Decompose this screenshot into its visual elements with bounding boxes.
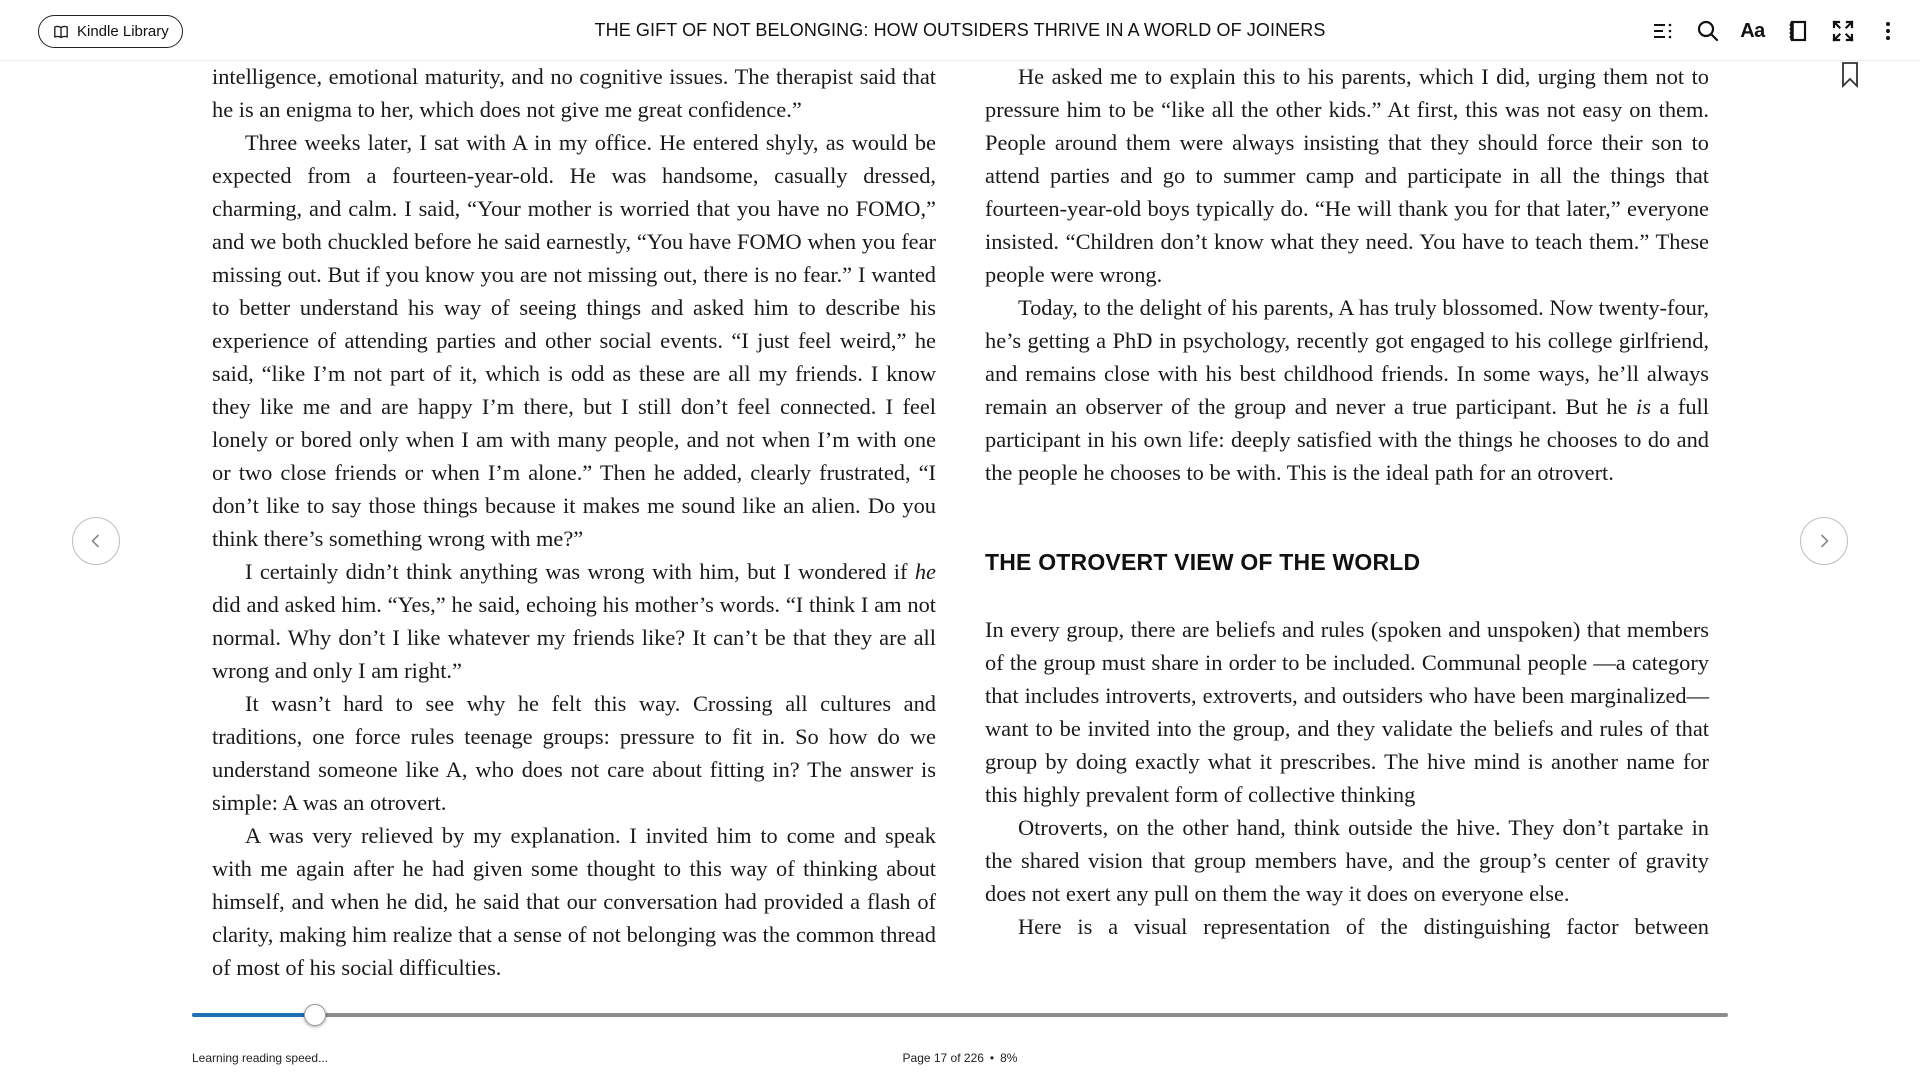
paragraph: intelligence, emotional maturity, and no cognitive issues. The therapist said that he is an enigma to her, which does not give me great confidence.” [212,64,936,122]
book-title: THE GIFT OF NOT BELONGING: HOW OUTSIDERS THRIVE IN A WORLD OF JOINERS [594,20,1326,40]
separator-dot: • [989,1051,995,1065]
percent-read: 8% [1000,1051,1018,1065]
search-button[interactable] [1685,14,1730,48]
table-of-contents-button[interactable] [1640,14,1685,48]
slider-thumb[interactable] [304,1004,326,1026]
paragraph-text: a full participant in his own life: deeply satisfied with the things he chooses to do and the people he chooses to be with. This is the ideal path for an otrovert. [985,394,1709,485]
paragraph: Here is a visual representation of the distinguishing factor between [1018,914,1709,939]
paragraph-text: Today, to the delight of his parents, A has truly blossomed. Now twenty-four, he’s getting a PhD in psychology, recently got engaged to his college girlfriend, and remains close with his best childhood friends. In some ways, he’ll always remain an observer of the group and never a true participant. But he [985,295,1709,419]
fullscreen-icon [1831,19,1855,43]
more-options-icon [1876,19,1900,43]
italic-emphasis: he [914,559,936,584]
kindle-library-label: Kindle Library [77,23,169,40]
notebook-icon [1786,19,1810,43]
section-heading: THE OTROVERT VIEW OF THE WORLD [985,549,1421,575]
paragraph-text: I certainly didn’t think anything was wrong with him, but I wondered if [245,559,915,584]
next-page-button[interactable] [1800,517,1848,565]
page-number: Page 17 of 226 [902,1051,984,1065]
slider-track [192,1013,1728,1017]
search-icon [1696,19,1720,43]
font-settings-icon: Aa [1740,19,1765,42]
paragraph [212,555,936,687]
reader-header [0,0,1920,61]
table-of-contents-icon [1651,19,1675,43]
previous-page-button[interactable] [72,517,120,565]
fullscreen-button[interactable] [1820,14,1865,48]
slider-fill [192,1013,315,1017]
paragraph: He asked me to explain this to his parents, which I did, urging them not to pressure him to be “like all the other kids.” At first, this was not easy on them. People around them were always insisting that they should force their son to attend parties and go to summer camp and participate in all the things that fourteen-year-old boys typically do. “He will thank you for that later,” everyone insisted. “Children don’t know what they need. You have to teach them.” These people were wrong. [985,64,1709,287]
paragraph: Three weeks later, I sat with A in my office. He entered shyly, as would be expected from a fourteen-year-old. He was handsome, casually dressed, charming, and calm. I said, “Your mother is worried that you have no FOMO,” and we both chuckled before he said earnestly, “You have FOMO when you fear missing out. But if you know you are not missing out, there is no fear.” I wanted to better understand his way of seeing things and asked him to describe his experience of attending parties and other social events. “I just feel weird,” he said, “like I’m not part of it, which is odd as these are all my friends. I know they like me and are happy I’m there, but I still don’t feel connected. I feel lonely or bored only when I am with many people, and not when I’m with one or two close friends or when I’m alone.” Then he added, clearly frustrated, “I don’t like to say those things because it makes me sound like an alien. Do you think there’s something wrong with me?” [212,130,936,551]
right-page [985,60,1709,943]
left-page [212,60,936,984]
paragraph: A was very relieved by my explanation. I invited him to come and speak with me again after he had given some thought to this way of thinking about himself, and when he did, he said that our conversation had provided a flash of clarity, making him realize that a sense of not belonging was the common thread of most of his social difficulties. [212,823,936,980]
reading-progress-slider[interactable] [192,1010,1728,1020]
page-location [0,1051,1920,1065]
reading-speed-status: Learning reading speed... [192,1051,329,1065]
paragraph [985,291,1709,489]
paragraph: In every group, there are beliefs and rules (spoken and unspoken) that members of the group must share in order to be included. Communal people —a category that includes introverts, extroverts, and outsiders who have been marginalized—want to be invited into the group, and they validate the beliefs and rules of that group by doing exactly what it prescribes. The hive mind is another name for this highly prevalent form of collective thinking [985,617,1709,807]
notebook-button[interactable] [1775,14,1820,48]
chevron-left-icon [87,532,105,550]
bookmark-button[interactable] [1838,61,1862,89]
italic-emphasis: is [1635,394,1651,419]
paragraph-text: did and asked him. “Yes,” he said, echoing his mother’s words. “I think I am not normal. Why don’t I like whatever my friends like? It can’t be that they are all wrong and only I am right.” [212,592,936,683]
more-options-button[interactable] [1865,14,1910,48]
chevron-right-icon [1815,532,1833,550]
paragraph: Otroverts, on the other hand, think outside the hive. They don’t partake in the shared vision that group members have, and the group’s center of gravity does not exert any pull on them the way it does on everyone else. [985,815,1709,906]
reader-toolbar [1640,14,1910,48]
font-settings-button[interactable] [1730,14,1775,48]
paragraph: It wasn’t hard to see why he felt this way. Crossing all cultures and traditions, one force rules teenage groups: pressure to fit in. So how do we understand someone like A, who does not care about fitting in? The answer is simple: A was an otrovert. [212,691,936,815]
bookmark-icon [1838,61,1862,89]
